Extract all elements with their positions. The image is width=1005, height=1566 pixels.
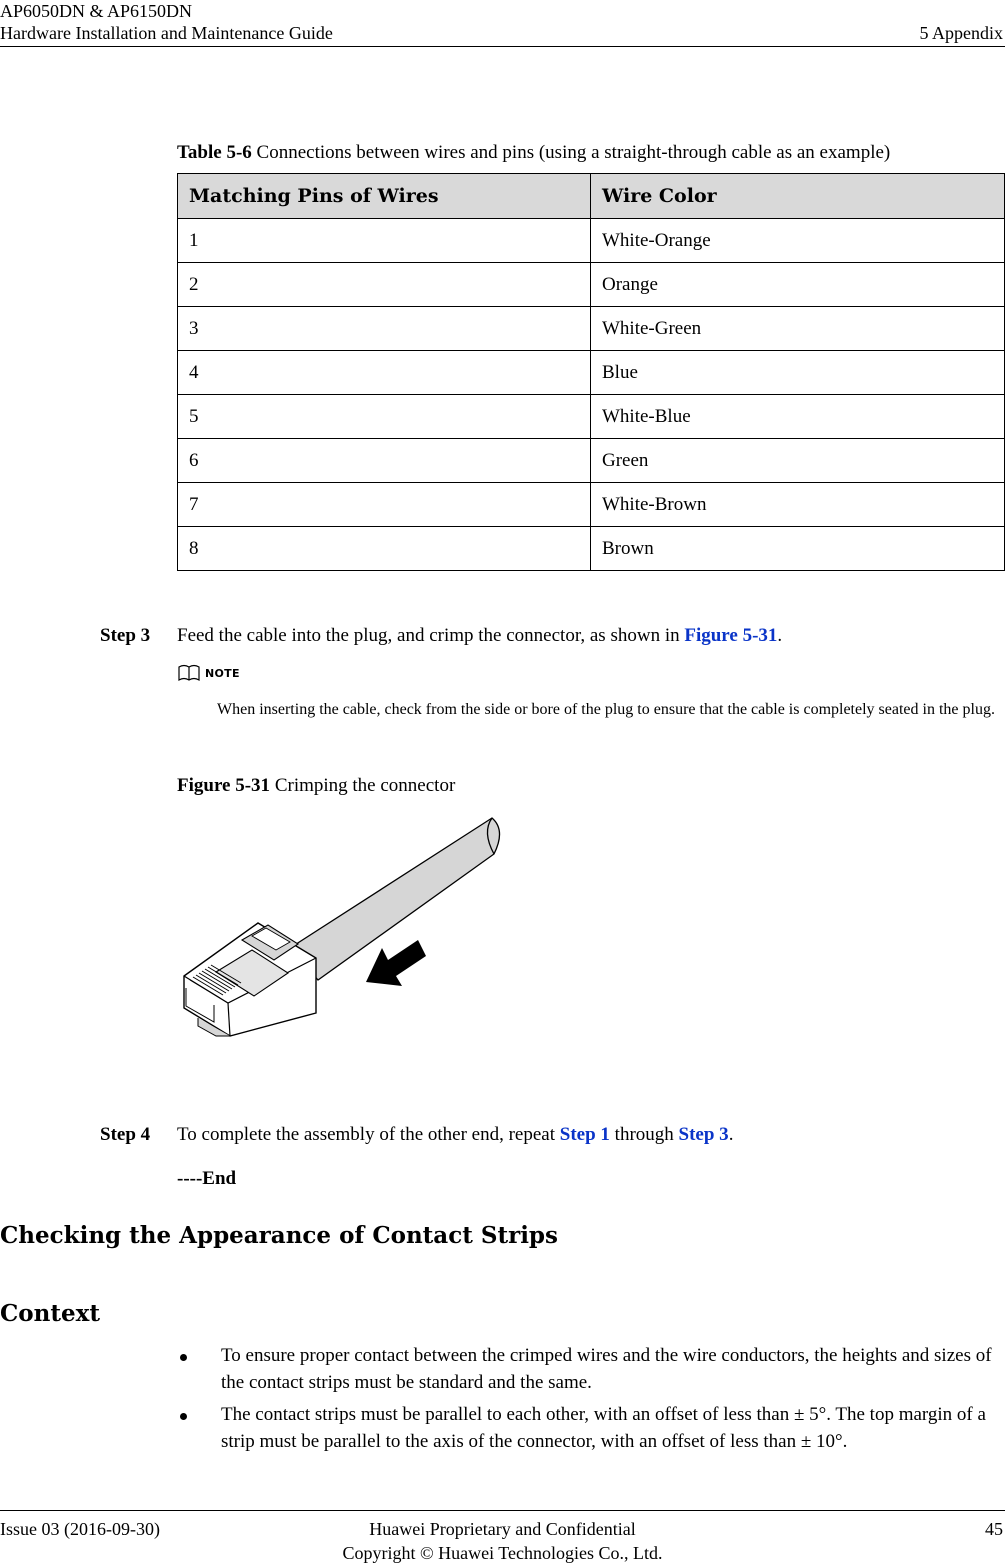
- step3-text: [177, 625, 782, 647]
- column-header-pins: Matching Pins of Wires: [178, 174, 591, 219]
- confidential-label: Huawei Proprietary and Confidential: [369, 1519, 636, 1539]
- doc-title-line1: AP6050DN & AP6150DN: [0, 1, 193, 21]
- color-cell: White-Orange: [591, 219, 1005, 263]
- pin-cell: 7: [178, 483, 591, 527]
- pin-cell: 1: [178, 219, 591, 263]
- step4-text-middle: through: [609, 1124, 679, 1145]
- note-text: When inserting the cable, check from the side or bore of the plug to ensure that the cable is completely seated in the plug.: [217, 701, 995, 718]
- table-row: [178, 219, 1005, 263]
- step3-text-before: Feed the cable into the plug, and crimp the connector, as shown in: [177, 625, 685, 646]
- figure-5-31-link[interactable]: Figure 5-31: [684, 625, 778, 646]
- bullet-item: The contact strips must be parallel to each other, with an offset of less than ± 5°. The top margin of a strip must be parallel to the axis of the connector, with an offset of less than ± 10°.: [221, 1404, 986, 1452]
- column-header-color: Wire Color: [591, 174, 1005, 219]
- note-book-icon: [177, 664, 201, 682]
- table-row: [178, 307, 1005, 351]
- pin-cell: 6: [178, 439, 591, 483]
- pin-cell: 5: [178, 395, 591, 439]
- end-marker: ----End: [177, 1168, 237, 1189]
- doc-title-line2: Hardware Installation and Maintenance Guide: [0, 23, 333, 43]
- bullet-dot: [180, 1354, 187, 1361]
- figure-caption-label: Figure 5-31: [177, 775, 271, 796]
- step3-text-after: .: [777, 625, 783, 646]
- copyright-label: Copyright © Huawei Technologies Co., Ltd.: [342, 1543, 663, 1563]
- bullet-item: To ensure proper contact between the crimped wires and the wire conductors, the heights and sizes of the contact strips must be standard and the same.: [221, 1345, 992, 1393]
- step3-label: Step 3: [100, 625, 151, 646]
- table-row: [178, 527, 1005, 571]
- context-heading: Context: [0, 1300, 100, 1327]
- step3-link[interactable]: Step 3: [678, 1124, 729, 1145]
- table-row: [178, 263, 1005, 307]
- figure-caption: [177, 775, 455, 797]
- insert-direction-arrow: [366, 940, 426, 986]
- color-cell: Brown: [591, 527, 1005, 571]
- pin-cell: 8: [178, 527, 591, 571]
- page-number: 45: [985, 1519, 1003, 1539]
- header-divider: [0, 46, 1005, 47]
- step4-label: Step 4: [100, 1124, 151, 1145]
- step1-link[interactable]: Step 1: [559, 1124, 610, 1145]
- pin-cell: 2: [178, 263, 591, 307]
- figure-caption-text: Crimping the connector: [270, 775, 456, 796]
- table-row: [178, 483, 1005, 527]
- wire-pin-table: [177, 173, 1005, 571]
- table-caption: [177, 142, 890, 164]
- color-cell: Green: [591, 439, 1005, 483]
- table-caption-label: Table 5-6: [177, 142, 252, 163]
- note-label: NOTE: [205, 667, 240, 680]
- step4-text-after: .: [728, 1124, 734, 1145]
- pin-cell: 4: [178, 351, 591, 395]
- issue-date: Issue 03 (2016-09-30): [0, 1519, 160, 1539]
- table-row: [178, 439, 1005, 483]
- section-heading: Checking the Appearance of Contact Strips: [0, 1222, 558, 1249]
- table-header-row: [178, 174, 1005, 219]
- pin-cell: 3: [178, 307, 591, 351]
- color-cell: Orange: [591, 263, 1005, 307]
- crimping-connector-figure: [170, 808, 520, 1048]
- rj45-plug-image: [184, 923, 316, 1036]
- table-row: [178, 351, 1005, 395]
- step4-text: [177, 1124, 733, 1146]
- table-caption-text: Connections between wires and pins (using a straight-through cable as an example): [251, 142, 891, 163]
- step4-text-before: To complete the assembly of the other end, repeat: [177, 1124, 560, 1145]
- footer-divider: [0, 1510, 1005, 1511]
- color-cell: Blue: [591, 351, 1005, 395]
- note-header: [177, 664, 240, 682]
- bullet-dot: [180, 1413, 187, 1420]
- color-cell: White-Green: [591, 307, 1005, 351]
- color-cell: White-Blue: [591, 395, 1005, 439]
- section-label: 5 Appendix: [919, 23, 1003, 43]
- color-cell: White-Brown: [591, 483, 1005, 527]
- table-row: [178, 395, 1005, 439]
